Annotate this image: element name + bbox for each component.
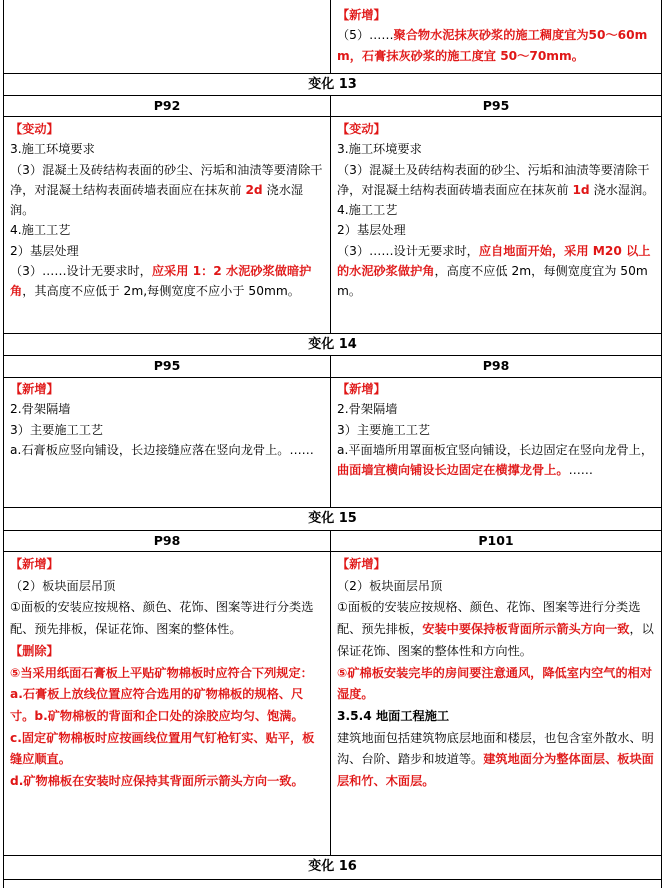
row-divider — [3, 116, 662, 117]
section-title-change-15: 变化 15 — [308, 511, 357, 526]
text-line: 4.施工工艺 — [337, 203, 398, 218]
text-line: 4.施工工艺 — [10, 223, 71, 238]
new-tag: 【新增】 — [10, 557, 59, 571]
text-line: …… — [568, 463, 593, 478]
highlight-text: 应自地面开始，采用 M20 以上的水泥砂浆做护角 — [337, 243, 651, 279]
text-line: 2.骨架隔墙 — [337, 402, 398, 417]
text-line: 3）主要施工工艺 — [337, 422, 431, 437]
highlight-text: 安装中要保持板背面所示箭头方向一致 — [422, 622, 630, 637]
text-line: （3）混凝土及砖结构表面的砂尘、污垢和油渍等要清除干净，对混凝土结构表面砖墙表面应在抹灰前 — [10, 162, 323, 197]
page-ref-right: P98 — [482, 358, 510, 373]
text-line: （3）……设计无要求时， — [337, 243, 479, 258]
highlight-text: 应采用 1：2 水泥砂浆做暗护角 — [10, 264, 312, 299]
text-line: 2.骨架隔墙 — [10, 402, 71, 417]
highlight-text: 建筑地面分为整体面层、板块面层和竹、木面层。 — [337, 752, 654, 789]
deleted-text: ⑤当采用纸面石膏板上平贴矿物棉板时应符合下列规定：a.石膏板上放线位置应符合选用的矿物棉板的规格、尺寸。b.矿物棉板的背面和企口处的涂胶应均匀、饱满。 — [10, 665, 313, 723]
text-line: a.石膏板应竖向铺设，长边接缝应落在竖向龙骨上。…… — [10, 442, 314, 457]
text-line: a.平面墙所用罩面板宜竖向铺设，长边固定在竖向龙骨上， — [337, 442, 654, 457]
section-title-change-14: 变化 14 — [308, 337, 357, 352]
page-ref-right: P95 — [482, 98, 510, 113]
change-tag: 【变动】 — [10, 122, 59, 136]
text-line: （3）……设计无要求时， — [10, 264, 152, 279]
row-divider — [3, 879, 662, 880]
text-line: （3）混凝土及砖结构表面的砂尘、污垢和油渍等要清除干净，对混凝土结构表面砖墙表面应在抹灰前 — [337, 162, 650, 197]
deleted-text: c.固定矿物棉板时应按画线位置用气钉枪钉实、贴平，板缝应顺直。 — [10, 730, 315, 767]
section-heading: 3.5.4 地面工程施工 — [337, 708, 450, 723]
section-title-change-16: 变化 16 — [308, 859, 357, 874]
change-15-left-cell — [4, 554, 330, 793]
highlight-text: 聚合物水泥抹灰砂浆的施工稠度宜为50～60mm，石膏抹灰砂浆的施工度宜 50～70mm。 — [337, 28, 648, 63]
text-line: 3.施工环境要求 — [337, 142, 422, 157]
item-text: （5）…… — [337, 28, 394, 43]
text-line: （2）板块面层吊顶 — [337, 578, 443, 593]
change-13-left-cell — [4, 119, 330, 302]
text-line: 2）基层处理 — [337, 223, 406, 238]
delete-tag: 【删除】 — [10, 643, 59, 658]
text-line: 浇水湿润。 — [589, 182, 655, 197]
change-15-right-cell — [331, 554, 661, 793]
text-line: 浇水湿润。 — [10, 182, 304, 218]
change-tag: 【变动】 — [337, 122, 386, 136]
text-line: （2）板块面层吊顶 — [10, 578, 116, 593]
change-14-right-cell — [331, 379, 661, 480]
text-line: ①面板的安装应按规格、颜色、花饰、图案等进行分类选配、预先排板， — [337, 600, 641, 637]
deleted-text: d.矿物棉板在安装时应保持其背面所示箭头方向一致。 — [10, 774, 304, 789]
text-line: ，高度不应低 2m，每侧宽度宜为 50mm。 — [337, 264, 648, 299]
highlight-text: 曲面墙宜横向铺设长边固定在横撑龙骨上。 — [337, 463, 569, 478]
change-14-left-cell — [4, 379, 330, 460]
highlight-text: 1d — [572, 182, 590, 197]
row-divider — [3, 377, 662, 378]
text-line: 3）主要施工工艺 — [10, 422, 104, 437]
section-title-change-13: 变化 13 — [308, 77, 357, 92]
text-line: ，其高度不应低于 2m,每侧宽度不应小于 50mm。 — [22, 284, 300, 299]
new-tag: 【新增】 — [337, 557, 386, 571]
page-ref-left: P98 — [153, 533, 181, 548]
new-tag: 【新增】 — [10, 382, 59, 396]
text-line: 建筑地面包括建筑物底层地面和楼层，也包含室外散水、明沟、台阶、踏步和坡道等。 — [337, 730, 654, 767]
text-line: ，以保证花饰、图案的整体性和方向性。 — [337, 622, 654, 658]
change-13-right-cell — [331, 119, 661, 302]
text-line: 2）基层处理 — [10, 243, 79, 258]
highlight-text: 2d — [245, 182, 263, 197]
highlight-text: ⑤矿棉板安装完毕的房间要注意通风，降低室内空气的相对湿度。 — [337, 665, 653, 702]
table-border-right — [661, 0, 662, 888]
page-ref-right: P101 — [478, 533, 514, 548]
text-line: ①面板的安装应按规格、颜色、花饰、图案等进行分类选配、预先排板，保证花饰、图案的整体性。 — [10, 600, 314, 637]
page-ref-left: P95 — [153, 358, 181, 373]
new-tag: 【新增】 — [337, 8, 386, 22]
text-line: 3.施工环境要求 — [10, 142, 95, 157]
row-divider — [3, 551, 662, 552]
new-tag: 【新增】 — [337, 382, 386, 396]
page-ref-left: P92 — [153, 98, 181, 113]
top-right-cell — [331, 5, 661, 66]
